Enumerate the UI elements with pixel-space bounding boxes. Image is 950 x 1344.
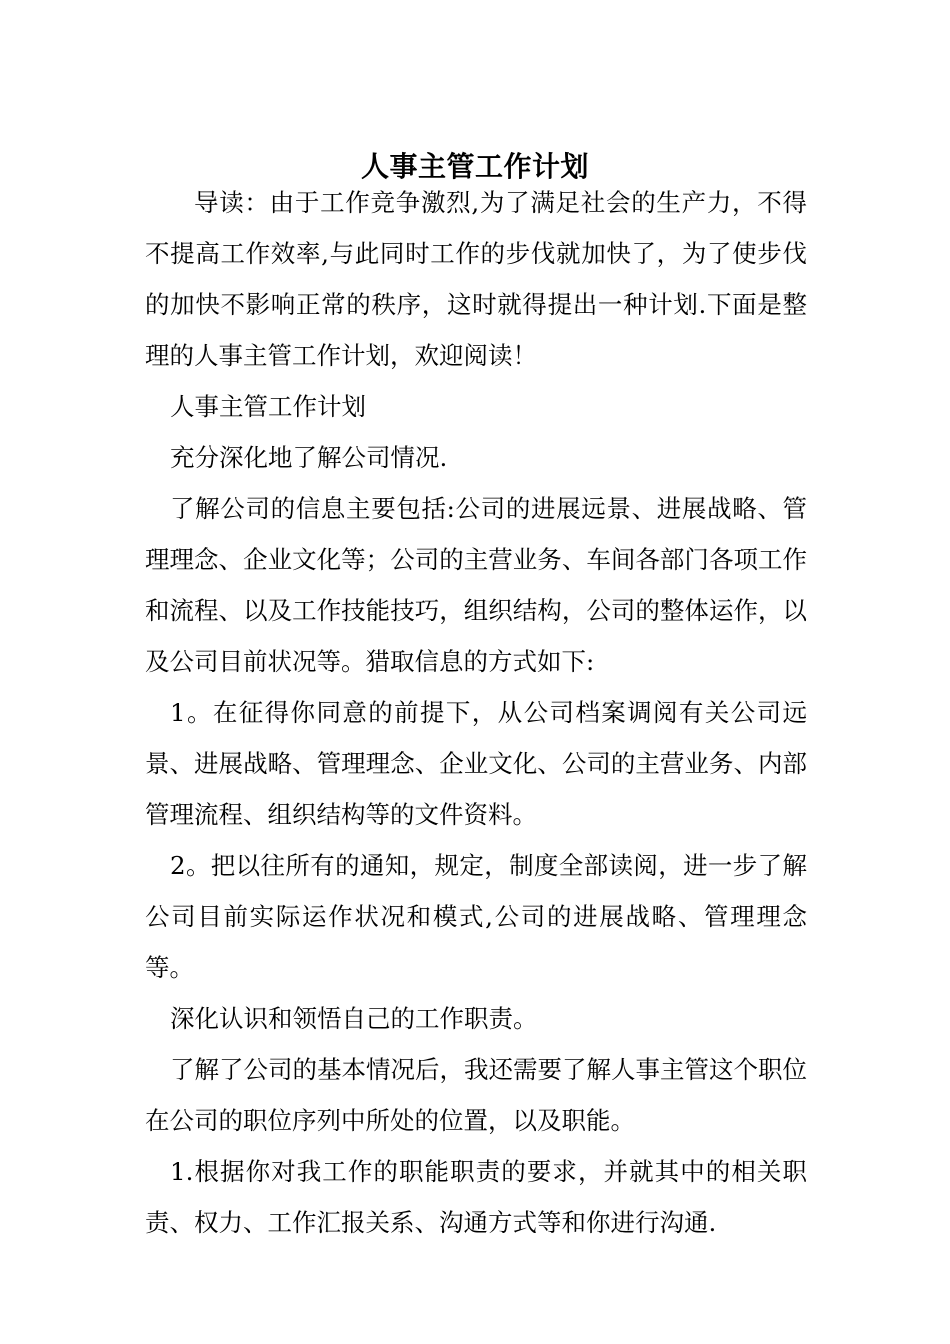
list-item-duties-1: 1.根据你对我工作的职能职责的要求，并就其中的相关职责、权力、工作汇报关系、沟通方式等和你进行沟通.	[145, 1157, 807, 1237]
list-item-1: 1。在征得你同意的前提下，从公司档案调阅有关公司远景、进展战略、管理理念、企业文化、公司的主营业务、内部管理流程、组织结构等的文件资料。	[145, 698, 807, 829]
section-heading: 人事主管工作计划	[170, 392, 366, 421]
subheading-duties: 深化认识和领悟自己的工作职责。	[170, 1004, 538, 1033]
intro-paragraph: 导读：由于工作竞争激烈,为了满足社会的生产力，不得不提高工作效率,与此同时工作的步伐就加快了，为了使步伐的加快不影响正常的秩序，这时就得提出一种计划.下面是整理的人事主管工作计划，欢迎阅读！	[145, 188, 807, 370]
page-title: 人事主管工作计划	[360, 149, 589, 183]
list-item-2: 2。把以往所有的通知，规定，制度全部读阅，进一步了解公司目前实际运作状况和模式,公司的进展战略、管理理念等。	[145, 851, 807, 982]
document-body	[145, 177, 807, 1248]
subheading-company-info: 充分深化地了解公司情况.	[170, 443, 448, 472]
paragraph-company-info: 了解公司的信息主要包括:公司的进展远景、进展战略、管理理念、企业文化等；公司的主营业务、车间各部门各项工作和流程、以及工作技能技巧，组织结构，公司的整体运作，以及公司目前状况等。猎取信息的方式如下:	[145, 494, 807, 676]
paragraph-duties: 了解了公司的基本情况后，我还需要了解人事主管这个职位在公司的职位序列中所处的位置，以及职能。	[145, 1055, 807, 1135]
